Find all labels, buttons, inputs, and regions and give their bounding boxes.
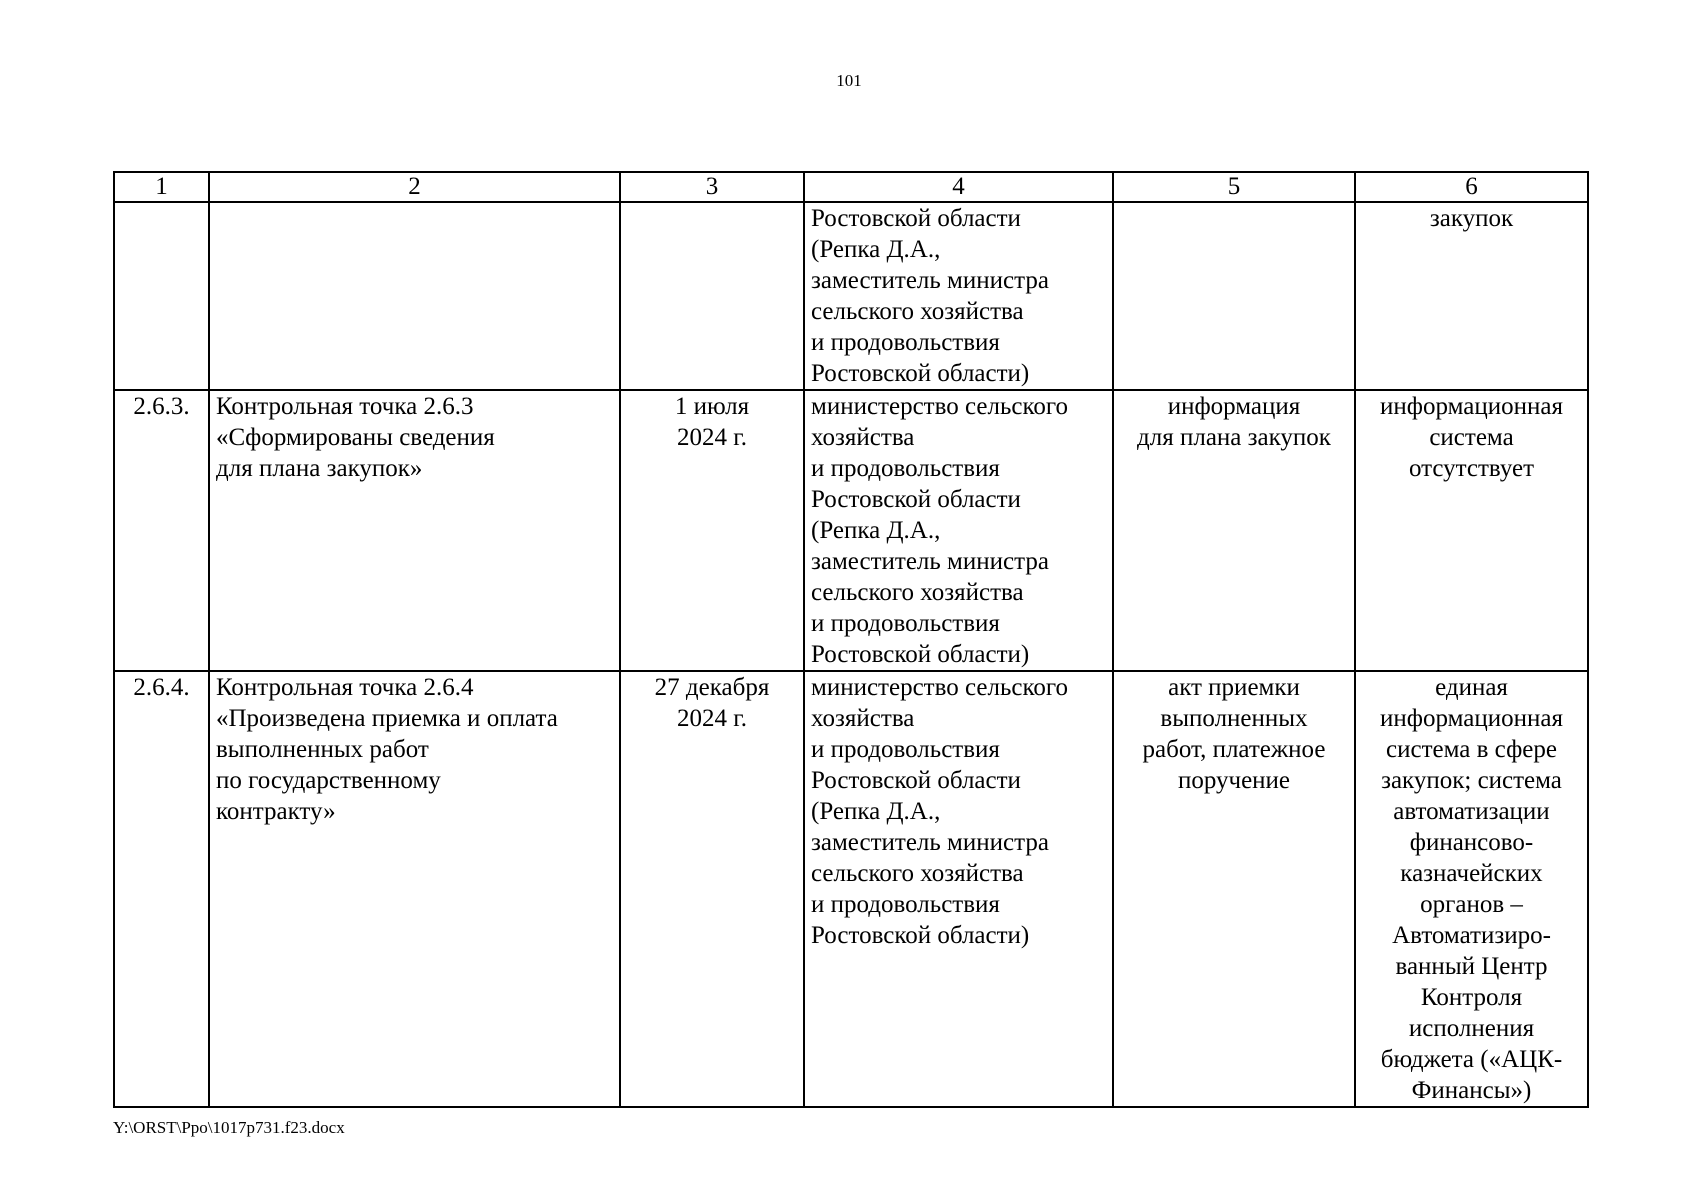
table-header: [114, 172, 1588, 202]
footer-file-path: Y:\ORST\Ppo\1017p731.f23.docx: [113, 1118, 345, 1137]
information-system-cell: закупок: [1355, 202, 1588, 390]
document-type-cell: акт приемки выполненных работ, платежное поручение: [1113, 671, 1355, 1107]
column-header-3: 3: [620, 172, 804, 202]
document-table: [113, 171, 1589, 1108]
column-header-1: 1: [114, 172, 209, 202]
document-type-cell: информация для плана закупок: [1113, 390, 1355, 671]
header-row: [114, 172, 1588, 202]
date-cell: 27 декабря 2024 г.: [620, 671, 804, 1107]
column-header-2: 2: [209, 172, 620, 202]
responsible-cell: министерство сельского хозяйства и продовольствия Ростовской области (Репка Д.А., заместитель министра сельского хозяйства и продовольствия Ростовской области): [804, 390, 1113, 671]
control-point-name-cell: [209, 202, 620, 390]
table-row: [114, 202, 1588, 390]
row-number-cell: 2.6.4.: [114, 671, 209, 1107]
column-header-4: 4: [804, 172, 1113, 202]
page-number: 101: [836, 71, 862, 90]
row-number-cell: [114, 202, 209, 390]
date-cell: 1 июля 2024 г.: [620, 390, 804, 671]
responsible-cell: Ростовской области (Репка Д.А., заместитель министра сельского хозяйства и продовольствия Ростовской области): [804, 202, 1113, 390]
date-cell: [620, 202, 804, 390]
column-header-5: 5: [1113, 172, 1355, 202]
document-type-cell: [1113, 202, 1355, 390]
responsible-cell: министерство сельского хозяйства и продовольствия Ростовской области (Репка Д.А., заместитель министра сельского хозяйства и продовольствия Ростовской области): [804, 671, 1113, 1107]
row-number-cell: 2.6.3.: [114, 390, 209, 671]
table-row: [114, 671, 1588, 1107]
information-system-cell: информационная система отсутствует: [1355, 390, 1588, 671]
table-body: [114, 202, 1588, 1107]
column-header-6: 6: [1355, 172, 1588, 202]
control-point-name-cell: Контрольная точка 2.6.4 «Произведена приемка и оплата выполненных работ по государственному контракту»: [209, 671, 620, 1107]
table-row: [114, 390, 1588, 671]
control-point-name-cell: Контрольная точка 2.6.3 «Сформированы сведения для плана закупок»: [209, 390, 620, 671]
information-system-cell: единая информационная система в сфере закупок; система автоматизации финансово- казначейских органов – Автоматизиро- ванный Центр Контроля исполнения бюджета («АЦК- Финансы»): [1355, 671, 1588, 1107]
